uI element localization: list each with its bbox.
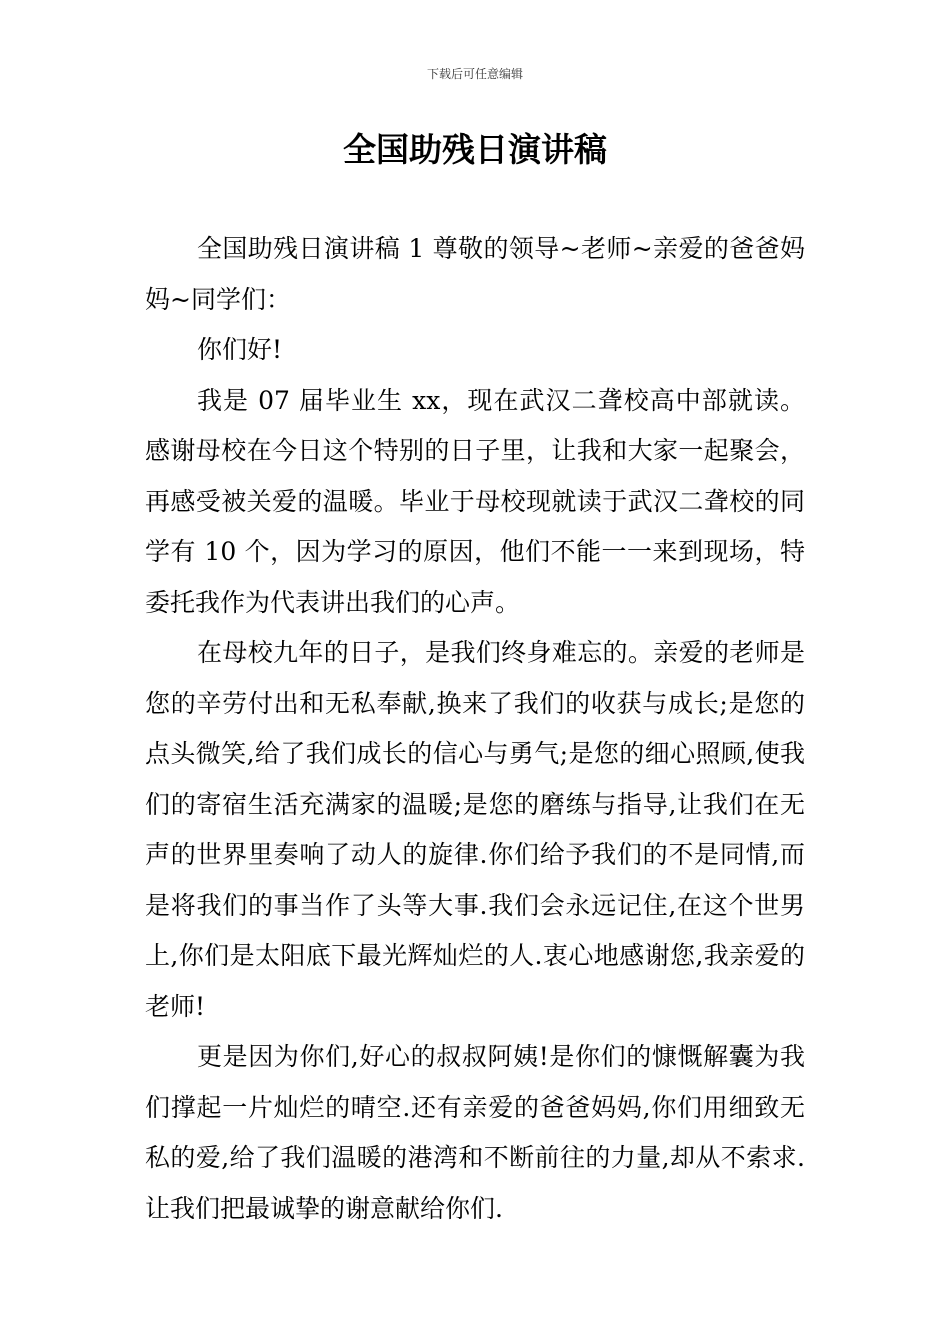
document-title: 全国助残日演讲稿 <box>343 130 607 169</box>
paragraph-teachers: 在母校九年的日子，是我们终身难忘的。亲爱的老师是您的辛劳付出和无私奉献,换来了我们的收获与成长;是您的点头微笑,给了我们成长的信心与勇气;是您的细心照顾,使我们的寄宿生活充满家的温暖;是您的磨练与指导,让我们在无声的世界里奏响了动人的旋律.你们给予我们的不是同情,而是将我们的事当作了头等大事.我们会永远记住,在这个世男上,你们是太阳底下最光辉灿烂的人.衷心地感谢您,我亲爱的老师! <box>145 638 805 1021</box>
document-body <box>145 224 805 1234</box>
paragraph-thanks: 更是因为你们,好心的叔叔阿姨!是你们的慷慨解囊为我们撑起一片灿烂的晴空.还有亲爱的爸爸妈妈,你们用细致无私的爱,给了我们温暖的港湾和不断前往的力量,却从不索求.让我们把最诚挚的谢意献给你们. <box>145 1042 805 1223</box>
header-note: 下载后可任意编辑 <box>426 67 523 81</box>
paragraph-introduction: 我是 07 届毕业生 xx，现在武汉二聋校高中部就读。感谢母校在今日这个特别的日子里，让我和大家一起聚会，再感受被关爱的温暖。毕业于母校现就读于武汉二聋校的同学有 10 个，因为学习的原因，他们不能一一来到现场，特委托我作为代表讲出我们的心声。 <box>145 385 805 617</box>
paragraph-greeting: 全国助残日演讲稿 1 尊敬的领导~老师~亲爱的爸爸妈妈~同学们： <box>145 234 805 314</box>
paragraph-hello: 你们好! <box>197 335 283 364</box>
